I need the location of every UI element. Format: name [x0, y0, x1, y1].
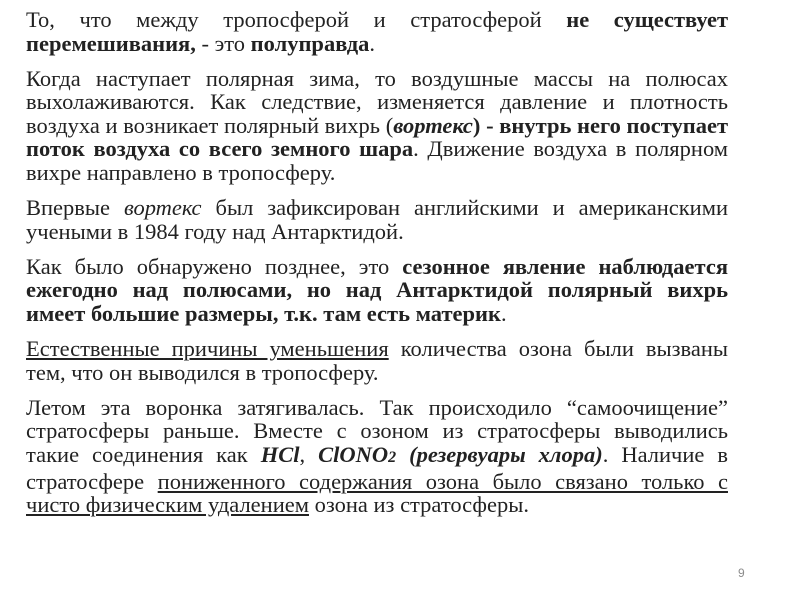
text-run: , [299, 442, 319, 467]
text-run: . [500, 301, 507, 327]
paragraph-6 [26, 396, 728, 517]
text-run: Впервые [26, 195, 124, 221]
text-run-bold: сезонное явление наблюдается ежегодно над полюсами, но над Антарктидой полярный вихрь имеет большие размеры, т.к. там есть материк [26, 253, 728, 327]
text-run: Летом эта воронка затягивалась. Так происходило “самоочищение” стратосферы раньше. Вместе с озоном из стратосферы выводились такие соединения как [26, 394, 728, 467]
text-run: озона из стратосферы. [308, 492, 529, 518]
paragraph-5 [26, 337, 728, 384]
paragraph-4 [26, 255, 728, 326]
text-run: Когда наступает полярная зима, то воздушные массы на полюсах выхолаживаются. Как следствие, изменяется давление и плотность воздуха и возникает полярный вихрь ( [26, 65, 728, 138]
text-run: . [369, 30, 376, 56]
text-run-bold: не существует перемешивания, [26, 7, 729, 56]
text-run-bold-italic: (резервуары хлора) [409, 442, 603, 467]
slide-text-body [26, 8, 728, 528]
text-run-italic: вортекс [123, 195, 202, 221]
text-run-bold: полуправда [250, 30, 370, 56]
text-run: был зафиксирован английскими и американскими учеными в 1984 году над Антарктидой. [26, 195, 728, 244]
paragraph-1 [26, 8, 728, 55]
text-run-underlined: Естественные причины уменьшения [26, 336, 389, 362]
text-run: То, что между тропосферой и стратосферой [26, 7, 567, 32]
text-run: . Движение воздуха в полярном вихре направлено в тропосферу. [26, 136, 728, 186]
text-run-bold-italic: вортекс [393, 112, 473, 138]
paragraph-2 [26, 67, 728, 185]
text-run: количества озона были вызваны тем, что он выводился в тропосферу. [26, 336, 728, 385]
text-run-underlined: пониженного содержания озона было связано только с чисто физическим удалением [26, 468, 728, 518]
text-run-bold: внутрь него поступает поток воздуха со всего земного шара [26, 112, 728, 162]
text-run: . Наличие в стратосфере [26, 442, 729, 494]
text-run: Как было обнаружено позднее, это [26, 253, 403, 279]
page-number: 9 [738, 566, 745, 580]
text-run-bold: ) - [472, 112, 500, 138]
text-run [396, 442, 409, 467]
paragraph-3 [26, 196, 728, 243]
formula-hcl: HCl [260, 442, 300, 467]
text-run: - это [195, 30, 251, 56]
formula-clono2: ClONO [318, 442, 389, 467]
formula-subscript: 2 [388, 449, 397, 466]
